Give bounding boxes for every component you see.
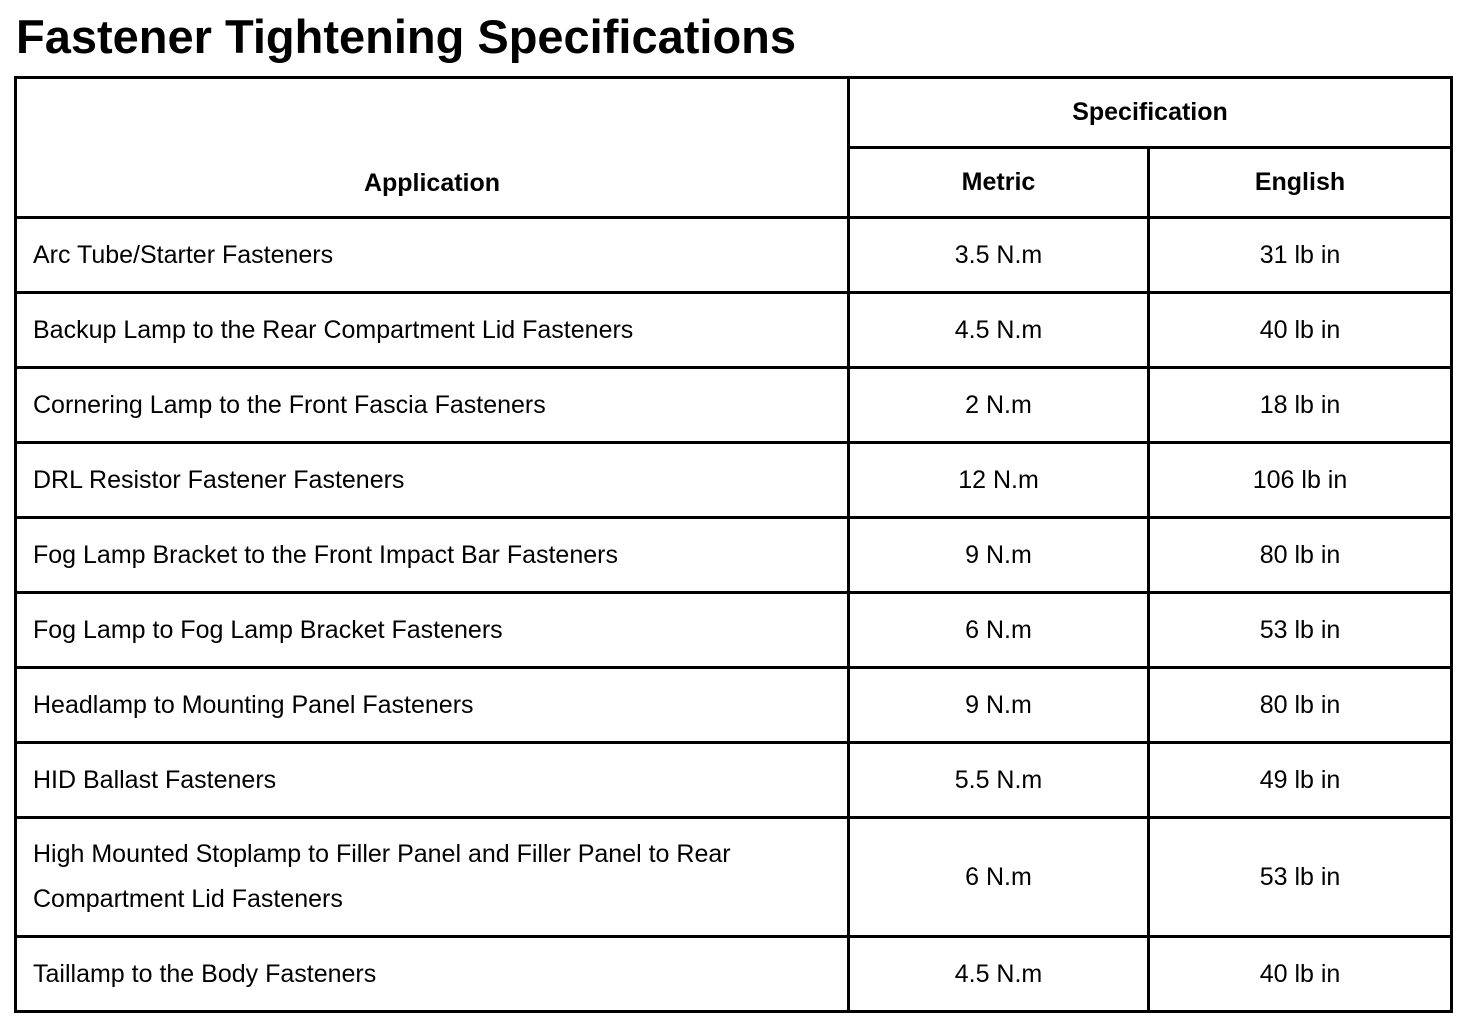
cell-metric: 4.5 N.m <box>849 293 1149 368</box>
cell-application: Fog Lamp to Fog Lamp Bracket Fasteners <box>16 593 849 668</box>
table-row <box>16 818 1452 937</box>
table-row <box>16 593 1452 668</box>
table-row <box>16 743 1452 818</box>
cell-english: 40 lb in <box>1149 293 1452 368</box>
cell-application: High Mounted Stoplamp to Filler Panel and Filler Panel to Rear Compartment Lid Fasteners <box>16 818 849 937</box>
page-title: Fastener Tightening Specifications <box>16 10 796 63</box>
cell-application: HID Ballast Fasteners <box>16 743 849 818</box>
spec-table <box>14 76 1453 1013</box>
cell-application: Headlamp to Mounting Panel Fasteners <box>16 668 849 743</box>
cell-english: 80 lb in <box>1149 668 1452 743</box>
cell-english: 49 lb in <box>1149 743 1452 818</box>
cell-application: DRL Resistor Fastener Fasteners <box>16 443 849 518</box>
header-metric: Metric <box>849 148 1149 218</box>
cell-metric: 4.5 N.m <box>849 937 1149 1012</box>
cell-metric: 5.5 N.m <box>849 743 1149 818</box>
cell-metric: 6 N.m <box>849 593 1149 668</box>
table-row <box>16 937 1452 1012</box>
cell-english: 31 lb in <box>1149 218 1452 293</box>
table-row <box>16 668 1452 743</box>
cell-english: 53 lb in <box>1149 818 1452 937</box>
cell-application: Taillamp to the Body Fasteners <box>16 937 849 1012</box>
cell-application: Cornering Lamp to the Front Fascia Fasteners <box>16 368 849 443</box>
table-row <box>16 518 1452 593</box>
cell-application: Fog Lamp Bracket to the Front Impact Bar Fasteners <box>16 518 849 593</box>
table-row <box>16 368 1452 443</box>
cell-english: 18 lb in <box>1149 368 1452 443</box>
cell-english: 40 lb in <box>1149 937 1452 1012</box>
cell-english: 53 lb in <box>1149 593 1452 668</box>
cell-metric: 2 N.m <box>849 368 1149 443</box>
table-row <box>16 218 1452 293</box>
header-specification: Specification <box>849 78 1452 148</box>
cell-metric: 9 N.m <box>849 668 1149 743</box>
cell-metric: 12 N.m <box>849 443 1149 518</box>
cell-english: 106 lb in <box>1149 443 1452 518</box>
cell-english: 80 lb in <box>1149 518 1452 593</box>
cell-metric: 3.5 N.m <box>849 218 1149 293</box>
cell-application: Backup Lamp to the Rear Compartment Lid Fasteners <box>16 293 849 368</box>
table-row <box>16 293 1452 368</box>
cell-metric: 9 N.m <box>849 518 1149 593</box>
cell-metric: 6 N.m <box>849 818 1149 937</box>
cell-application: Arc Tube/Starter Fasteners <box>16 218 849 293</box>
header-application: Application <box>16 78 849 218</box>
header-english: English <box>1149 148 1452 218</box>
table-row <box>16 443 1452 518</box>
